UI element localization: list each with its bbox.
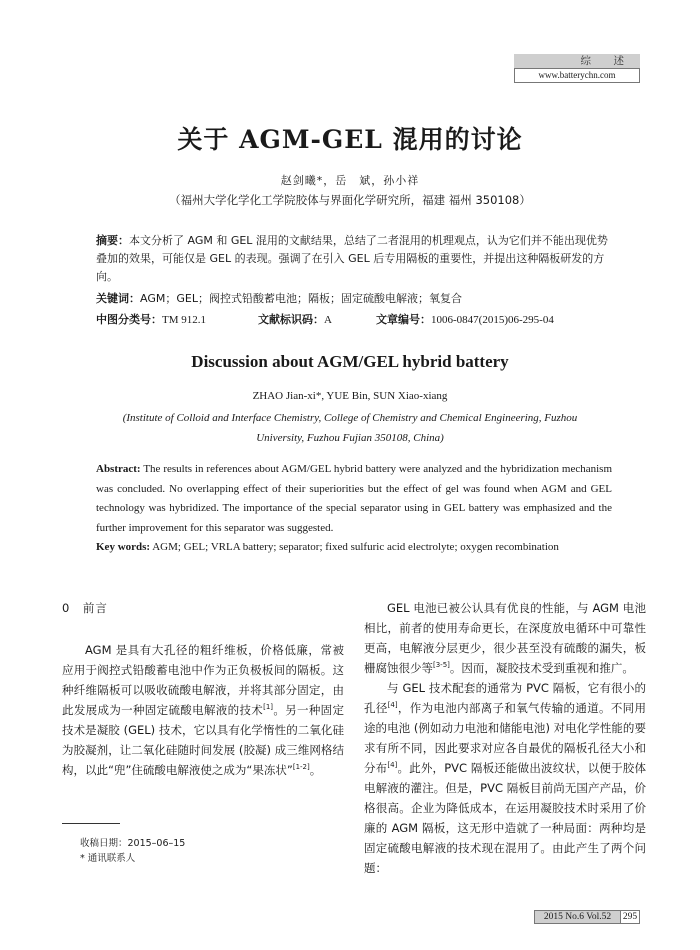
- journal-url[interactable]: www.batterychn.com: [514, 68, 640, 83]
- keywords-cn: [96, 291, 612, 307]
- citation[interactable]: [1]: [263, 703, 274, 712]
- contact-note: * 通讯联系人: [80, 853, 136, 864]
- section-tag: 综 述: [514, 54, 640, 68]
- affiliation-en: (Institute of Colloid and Interface Chemistry, College of Chemistry and Chemical Engineering, Fuzhou University, Fuzhou Fujian 350108, China): [122, 412, 578, 444]
- keywords-cn-text: AGM；GEL；阀控式铅酸蓄电池；隔板；固定硫酸电解液；氧复合: [140, 292, 462, 305]
- abstract-en: [96, 460, 612, 558]
- citation[interactable]: [4]: [387, 701, 398, 710]
- body-right-column: [364, 598, 646, 878]
- abstract-cn-text: 本文分析了 AGM 和 GEL 混用的文献结果，总结了二者混用的机理观点，认为它们并不能出现优势叠加的效果，可能仅是 GEL 的表现。强调了在引入 GEL 后专用隔板的重要性，并提出这种隔板研发的方向。: [96, 234, 608, 283]
- abstract-en-paragraph: [96, 460, 612, 538]
- right-paragraph-2: 与 GEL 技术配套的通常为 PVC 隔板，它有很小的孔径[4]，作为电池内部离子和氧气传输的通道。不同用途的电池 (例如动力电池和储能电池) 对电化学性能的要求有所不同，因此要求对应各自最优的隔板孔径大小和分布[4]。此外，PVC 隔板还能做出波纹状，以便于胶体电解液的灌注。但是，PVC 隔板目前尚无国产产品，价格很高。企业为降低成本，在运用凝胶技术时采用了价廉的 AGM 隔板，这无形中造就了一种局面：两种均是固定硫酸电解液的技术现在混用了。由此产生了两个问题：: [364, 681, 647, 875]
- abstract-en-label: Abstract:: [96, 463, 141, 475]
- issue-info: 2015 No.6 Vol.52: [535, 911, 620, 923]
- page-number: 295: [620, 911, 639, 923]
- page-footer: [534, 910, 640, 924]
- article-number: 文章编号：1006-0847(2015)06-295-04: [376, 313, 554, 326]
- citation[interactable]: [1-2]: [292, 763, 310, 772]
- abstract-cn: [96, 232, 612, 286]
- left-paragraph-1: AGM 是具有大孔径的粗纤维板，价格低廉，常被应用于阀控式铅酸蓄电池中作为正负极板间的隔板。这种纤维隔板可以吸收硫酸电解液，并将其部分固定，由此发展成为一种固定硫酸电解液的技术[1]。另一种固定技术是凝胶 (GEL) 技术，它以具有化学惰性的二氧化硅为胶凝剂，让二氧化硅随时间发展 (胶凝) 成三维网格结构，以此“兜”住硫酸电解液使之成为“果冻状”[1-2]。: [62, 643, 345, 777]
- right-paragraph-1: GEL 电池已被公认具有优良的性能，与 AGM 电池相比，前者的使用寿命更长，在深度放电循环中可靠性更高，电解液分层更少，很少甚至没有硫酸的漏失，板栅腐蚀很少等[3-5]。因而，凝胶技术受到重视和推广。: [364, 601, 646, 675]
- citation[interactable]: [3-5]: [433, 661, 450, 670]
- title-cn: 关于 AGM-GEL 混用的讨论: [177, 125, 523, 154]
- title-en: Discussion about AGM/GEL hybrid battery: [191, 352, 509, 371]
- keywords-en-label: Key words:: [96, 541, 151, 553]
- body-left-column: [62, 598, 344, 780]
- clc-number: 中图分类号：TM 912.1: [96, 313, 206, 326]
- section-heading: 0 前言: [62, 601, 108, 615]
- keywords-en-text: AGM; GEL; VRLA battery; separator; fixed sulfuric acid electrolyte; oxygen recombination: [152, 541, 559, 553]
- document-code: 文献标识码：A: [258, 313, 332, 326]
- footnotes: [80, 836, 185, 866]
- authors-cn: 赵剑曦*，岳 斌，孙小祥: [280, 174, 420, 187]
- received-date: 收稿日期：2015–06–15: [80, 838, 186, 849]
- affiliation-cn: （福州大学化学化工学院胶体与界面化学研究所，福建 福州 350108）: [169, 193, 531, 207]
- citation[interactable]: [4]: [387, 761, 398, 770]
- authors-en: ZHAO Jian-xi*, YUE Bin, SUN Xiao-xiang: [252, 390, 448, 402]
- keywords-en-paragraph: [96, 538, 612, 558]
- keywords-cn-label: 关键词：: [96, 292, 140, 305]
- abstract-cn-label: 摘要：: [96, 234, 129, 247]
- abstract-en-text: The results in references about AGM/GEL hybrid battery were analyzed and the hybridization mechanism was concluded. No overlapping effect of their superiorities but the effect of gel was found when AGM and GEL technology was hybridized. The importance of the special separator using in GEL battery was emphasized and the further improvement for this separator was suggested.: [96, 463, 612, 534]
- footnote-divider: [62, 823, 120, 824]
